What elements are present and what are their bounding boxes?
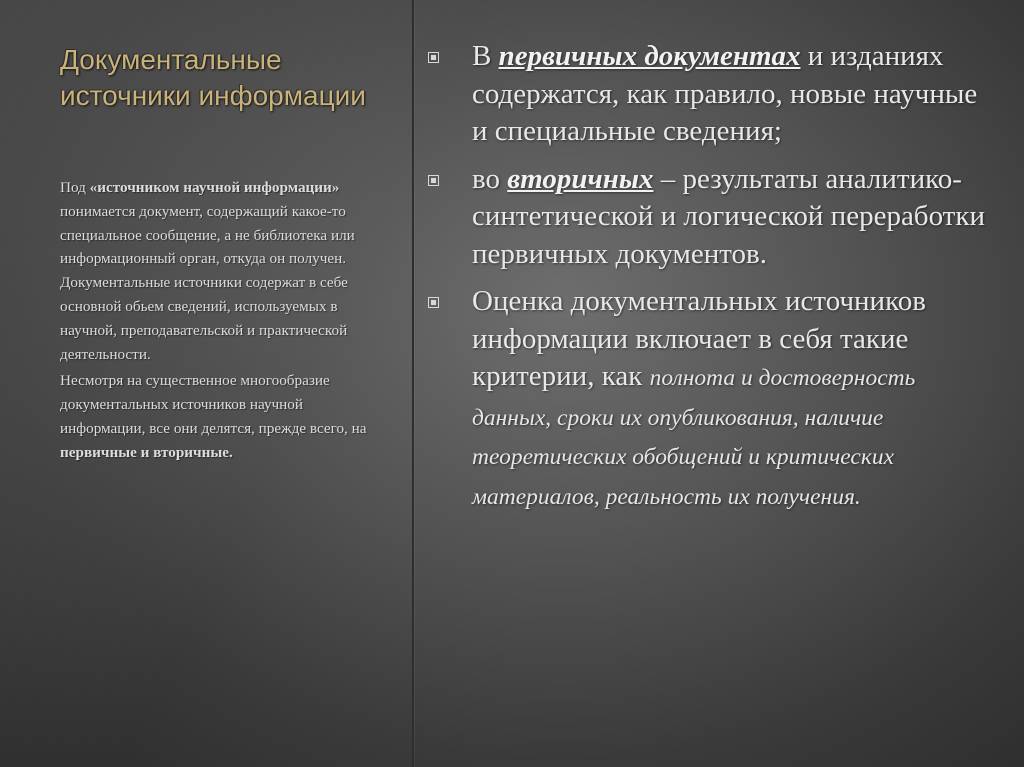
column-divider [412,0,414,767]
slide-title: Документальные источники информации [60,44,366,111]
paragraph-source-definition [60,176,380,366]
bullet-list [428,38,988,526]
text: во [472,162,508,195]
text: В [472,40,499,72]
bold-term: первичные и вторичные. [60,443,233,461]
criteria-list: полнота и достоверность данных, сроки их опубликования, наличие теоретических обобщений и критических материалов, реальность их получения. [472,365,916,510]
text: и изданиях содержатся, как правило, новые научные и специальные сведения; [472,40,978,147]
text: Несмотря на существенное многообразие документальных источников научной информации, все они делятся, прежде всего, на [60,372,367,437]
square-bullet-icon [428,175,439,186]
text: понимается документ, содержащий какое-то специальное сообщение, а не библиотека или информационный орган, откуда он получен. Документальные источники содержат в себе основной обьем сведений, используемых в научной, преподавательской и практической деятельности. [60,202,355,363]
bullet-item-secondary [428,161,988,274]
square-bullet-icon [428,297,439,308]
text: Оценка документальных источников информации включает в себя такие критерии, как [472,285,926,392]
bullet-item-evaluation [428,283,988,516]
square-bullet-icon [428,52,439,63]
bold-term: «источником научной информации» [89,179,340,196]
term-primary: первичных документах [498,40,801,72]
text: Под [60,179,90,196]
paragraph-classification [60,369,380,464]
term-secondary: вторичных [507,162,654,195]
left-description [60,176,380,468]
bullet-item-primary [428,38,988,151]
text: – результаты аналитико-синтетической и логической переработки первичных документов. [472,162,985,270]
